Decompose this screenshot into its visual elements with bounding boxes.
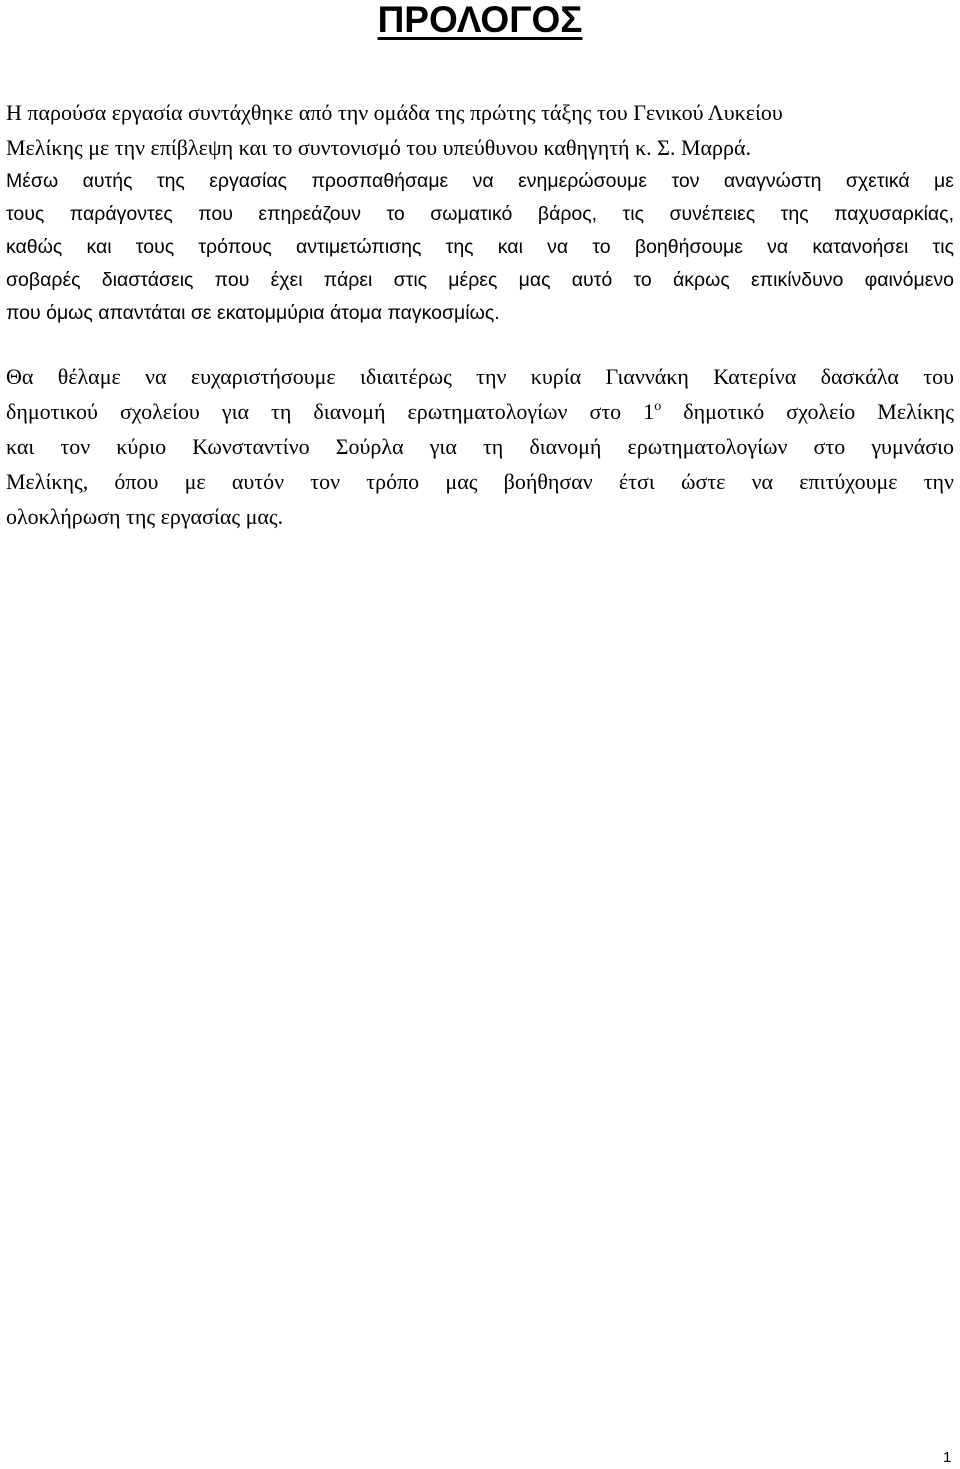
paragraph-line: ολοκλήρωση της εργασίας μας. <box>6 504 284 529</box>
paragraph-text: δημοτικό σχολείο Μελίκης <box>661 399 954 424</box>
paragraph-line: σοβαρές διαστάσεις που έχει πάρει στις μέρες μας αυτό το άκρως επικίνδυνο φαινόμενο <box>6 269 954 291</box>
paragraph-line: Θα θέλαμε να ευχαριστήσουμε ιδιαιτέρως την κυρία Γιαννάκη Κατερίνα δασκάλα του <box>6 364 954 389</box>
paragraph-line: τους παράγοντες που επηρεάζουν το σωματικό βάρος, τις συνέπειες της παχυσαρκίας, <box>6 203 954 225</box>
paragraph-line: Μελίκης με την επίβλεψη και το συντονισμό του υπεύθυνου καθηγητή κ. Σ. Μαρρά. <box>6 135 752 160</box>
page-number: 1 <box>943 1449 952 1466</box>
paragraph-text: δημοτικού σχολείου για τη διανομή ερωτηματολογίων στο 1 <box>6 399 655 424</box>
paragraph-line: καθώς και τους τρόπους αντιμετώπισης της και να το βοηθήσουμε να κατανοήσει τις <box>6 236 954 258</box>
paragraph-line: και τον κύριο Κωνσταντίνο Σούρλα για τη διανομή ερωτηματολογίων στο γυμνάσιο <box>6 434 954 459</box>
page-title: ΠΡΟΛΟΓΟΣ <box>377 0 583 40</box>
ordinal-superscript: ο <box>654 399 662 414</box>
intro-paragraph <box>6 95 954 330</box>
paragraph-line: Η παρούσα εργασία συντάχθηκε από την ομάδα της πρώτης τάξης του Γενικού Λυκείου <box>6 100 783 125</box>
paragraph-line <box>6 394 954 429</box>
paragraph-line: Μέσω αυτής της εργασίας προσπαθήσαμε να ενημερώσουμε τον αναγνώστη σχετικά με <box>6 170 954 192</box>
paragraph-line: που όμως απαντάται σε εκατομμύρια άτομα παγκοσμίως. <box>6 302 500 324</box>
paragraph-line: Μελίκης, όπου με αυτόν τον τρόπο μας βοήθησαν έτσι ώστε να επιτύχουμε την <box>6 469 954 494</box>
acknowledgements-paragraph <box>6 359 954 534</box>
